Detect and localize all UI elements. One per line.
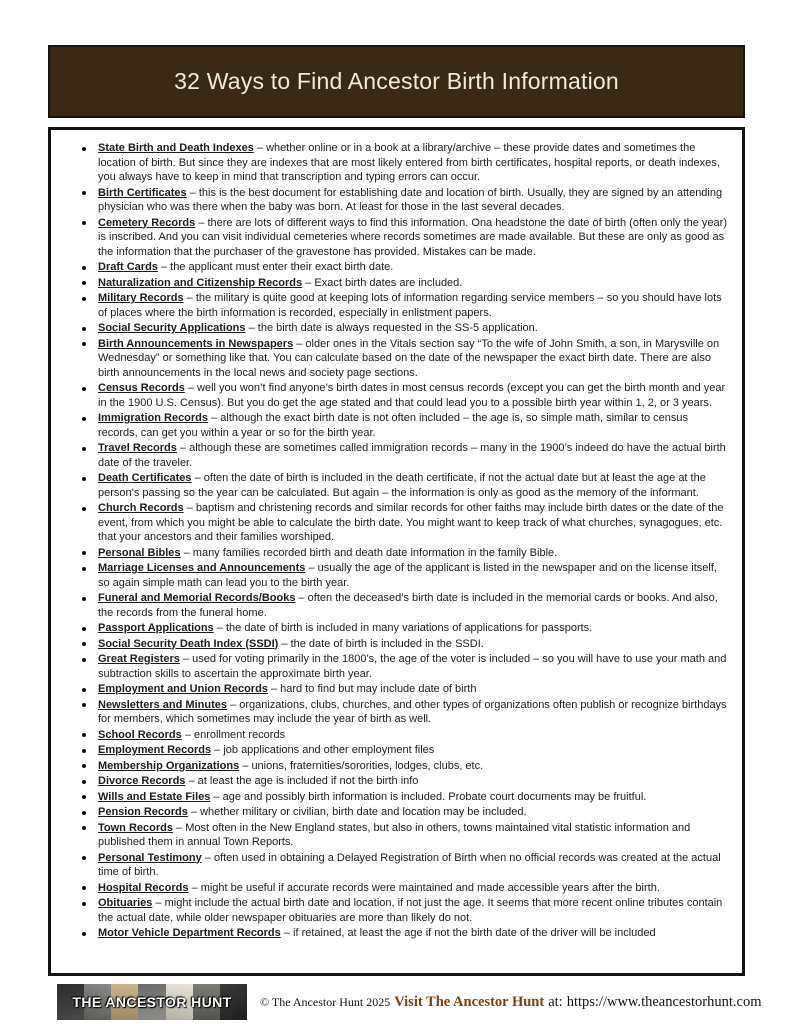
- record-title: Town Records: [98, 821, 173, 834]
- record-title: Death Certificates: [98, 472, 192, 484]
- record-desc: – Exact birth dates are included.: [305, 276, 463, 289]
- content-box: [48, 127, 745, 976]
- record-item: [81, 652, 728, 681]
- record-title: Birth Announcements in Newspapers: [98, 337, 294, 350]
- record-item: [81, 774, 728, 789]
- record-item: [81, 591, 728, 620]
- record-item: [81, 141, 728, 185]
- record-desc: – well you won’t find anyone’s birth dates in most census records (except you can get the birth month and year in the 1900 U.S. Census). But you do get the age stated and that could lead you to a possible birth year within 1, 2, or 3 years.: [98, 382, 726, 409]
- record-desc: – the applicant must enter their exact birth date.: [160, 261, 394, 273]
- record-title: Personal Bibles: [98, 546, 181, 559]
- record-title: Motor Vehicle Department Records: [98, 927, 281, 939]
- record-item: [81, 682, 728, 697]
- record-desc: – organizations, clubs, churches, and other types of organizations often publish or recognize birthdays for members, which sometimes may include the year of birth as well.: [98, 698, 727, 725]
- record-title: Wills and Estate Files: [98, 790, 211, 803]
- record-desc: – there are lots of different ways to find this information. Ona headstone the date of birth (often only the year) is inscribed. And you can visit individual cemeteries where records sometimes are made available. But these are only as good as the information that the purchaser of the gravestone has provided. Mistakes can be made.: [98, 216, 727, 258]
- record-item: [81, 186, 728, 215]
- record-item: [81, 896, 728, 925]
- ancestor-hunt-logo: [57, 984, 247, 1020]
- record-desc: – hard to find but may include date of birth: [270, 683, 477, 695]
- record-item: [81, 561, 728, 590]
- record-title: Naturalization and Citizenship Records: [98, 276, 303, 289]
- record-item: [81, 260, 728, 275]
- page-title: 32 Ways to Find Ancestor Birth Information: [174, 68, 619, 94]
- record-desc: – often the date of birth is included in the death certificate, if not the actual date but at least the age at the person’s passing so the year can be calculated. But again – the information is only as good as the memory of the informant.: [98, 472, 706, 499]
- record-title: Personal Testimony: [98, 851, 202, 864]
- record-title: Employment and Union Records: [98, 683, 268, 695]
- record-title: Obituaries: [98, 897, 153, 909]
- record-desc: – although the exact birth date is not often included – the age is, so simple math, similar to census records, can get you within a year or so for the birth year.: [98, 412, 689, 439]
- footer-line: [260, 993, 761, 1011]
- record-title: Hospital Records: [98, 881, 189, 894]
- record-title: Birth Certificates: [98, 186, 187, 199]
- record-desc: – unions, fraternities/sororities, lodges, clubs, etc.: [242, 759, 484, 772]
- record-item: [81, 698, 728, 727]
- record-item: [81, 381, 728, 410]
- record-title: Census Records: [98, 382, 185, 394]
- record-desc: – baptism and christening records and similar records for other faiths may include birth dates or the date of the event, from which you might be able to calculate the birth date. You might want to keep track of what churches, synagogues, etc. that your ancestors and their families worshiped.: [98, 502, 724, 543]
- record-title: Marriage Licenses and Announcements: [98, 562, 306, 574]
- record-item: [81, 471, 728, 500]
- record-title: Newsletters and Minutes: [98, 698, 227, 711]
- record-item: [81, 276, 728, 291]
- record-title: Social Security Applications: [98, 322, 246, 334]
- record-title: Funeral and Memorial Records/Books: [98, 592, 296, 604]
- record-title: Military Records: [98, 292, 184, 304]
- record-desc: – often the deceased’s birth date is included in the memorial cards or books. And also, the records from the funeral home.: [98, 592, 718, 619]
- record-item: [81, 321, 728, 336]
- record-desc: – the birth date is always requested in the SS-5 application.: [248, 322, 538, 334]
- record-desc: – often used in obtaining a Delayed Registration of Birth when no official records was created at the actual time of birth.: [98, 851, 721, 878]
- record-item: [81, 881, 728, 896]
- records-list: [81, 141, 728, 941]
- record-desc: – whether online or in a book at a library/archive – these provide dates and sometimes the location of birth. But since they are indexes that are most likely entered from birth certificates, hospital reports, or death indexes, you always have to keep in mind that transcription and typing errors can occur.: [98, 142, 720, 183]
- record-desc: – job applications and other employment files: [214, 744, 435, 756]
- record-title: Social Security Death Index (SSDI): [98, 637, 279, 650]
- record-desc: – older ones in the Vitals section say “To the wife of John Smith, a son, in Marysville on Wednesday” or something like that. You can calculate based on the date of the newspaper the exact birth date. There are also birth announcements in the local news and society page sections.: [98, 337, 720, 379]
- record-desc: – although these are sometimes called immigration records – many in the 1900’s indeed do have the actual birth date of the traveler.: [98, 442, 726, 469]
- record-item: [81, 291, 728, 320]
- record-desc: – this is the best document for establishing date and location of birth. Usually, they are signed by an attending physician who was there when the baby was born. At least for those in the last several decades.: [98, 186, 723, 213]
- record-desc: – the date of birth is included in many variations of applications for passports.: [216, 622, 593, 634]
- record-desc: – whether military or civilian, birth date and location may be included.: [190, 806, 527, 818]
- record-item: [81, 759, 728, 774]
- record-title: Employment Records: [98, 744, 212, 756]
- record-item: [81, 337, 728, 381]
- record-item: [81, 441, 728, 470]
- record-title: Travel Records: [98, 442, 177, 454]
- record-title: Passport Applications: [98, 622, 214, 634]
- record-desc: – enrollment records: [184, 728, 286, 741]
- record-item: [81, 216, 728, 260]
- record-desc: – at least the age is included if not the birth info: [188, 775, 419, 787]
- page-footer: [57, 984, 762, 1020]
- record-title: School Records: [98, 728, 182, 741]
- record-title: Cemetery Records: [98, 216, 196, 229]
- record-desc: – many families recorded birth and death date information in the family Bible.: [183, 546, 558, 559]
- record-desc: – might be useful if accurate records were maintained and made accessible years after the birth.: [191, 881, 660, 894]
- record-title: Great Registers: [98, 653, 180, 665]
- record-item: [81, 805, 728, 820]
- record-item: [81, 821, 728, 850]
- record-desc: – Most often in the New England states, but also in others, towns maintained vital statistic information and published them in annual Town Reports.: [98, 821, 691, 848]
- title-banner: [48, 45, 745, 118]
- record-item: [81, 501, 728, 545]
- record-desc: – age and possibly birth information is included. Probate court documents may be fruitful.: [213, 790, 647, 803]
- record-desc: – if retained, at least the age if not the birth date of the driver will be included: [283, 927, 656, 939]
- record-desc: – the military is quite good at keeping lots of information regarding service members – so you should have lots of places where the birth information is recorded, especially in enlistment papers.: [98, 292, 722, 319]
- record-title: State Birth and Death Indexes: [98, 142, 254, 154]
- record-item: [81, 743, 728, 758]
- copyright-text: © The Ancestor Hunt 2025: [260, 995, 391, 1009]
- record-item: [81, 790, 728, 805]
- record-title: Church Records: [98, 502, 184, 514]
- record-item: [81, 926, 728, 941]
- record-item: [81, 621, 728, 636]
- visit-label: Visit The Ancestor Hunt: [394, 994, 545, 1010]
- record-title: Immigration Records: [98, 412, 209, 424]
- record-desc: – might include the actual birth date and location, if not just the age. It seems that more recent online tributes contain the actual date, while older newspaper obituaries are more than likely do not.: [98, 897, 723, 924]
- at-label: at:: [548, 994, 563, 1010]
- logo-text: THE ANCESTOR HUNT: [72, 994, 232, 1010]
- site-url-link[interactable]: https://www.theancestorhunt.com: [566, 994, 762, 1010]
- record-desc: – the date of birth is included in the SSDI.: [281, 637, 484, 650]
- record-item: [81, 728, 728, 743]
- record-title: Divorce Records: [98, 775, 186, 787]
- record-item: [81, 546, 728, 561]
- record-item: [81, 851, 728, 880]
- record-desc: – used for voting primarily in the 1800’s, the age of the voter is included – so you will have to use your math and subtraction skills to ascertain the approximate birth year.: [98, 653, 727, 680]
- record-item: [81, 411, 728, 440]
- record-title: Draft Cards: [98, 261, 158, 273]
- record-desc: – usually the age of the applicant is listed in the newspaper and on the license itself, so again simple math can lead you to the birth year.: [98, 562, 717, 589]
- record-item: [81, 637, 728, 652]
- record-title: Membership Organizations: [98, 759, 240, 772]
- record-title: Pension Records: [98, 806, 188, 818]
